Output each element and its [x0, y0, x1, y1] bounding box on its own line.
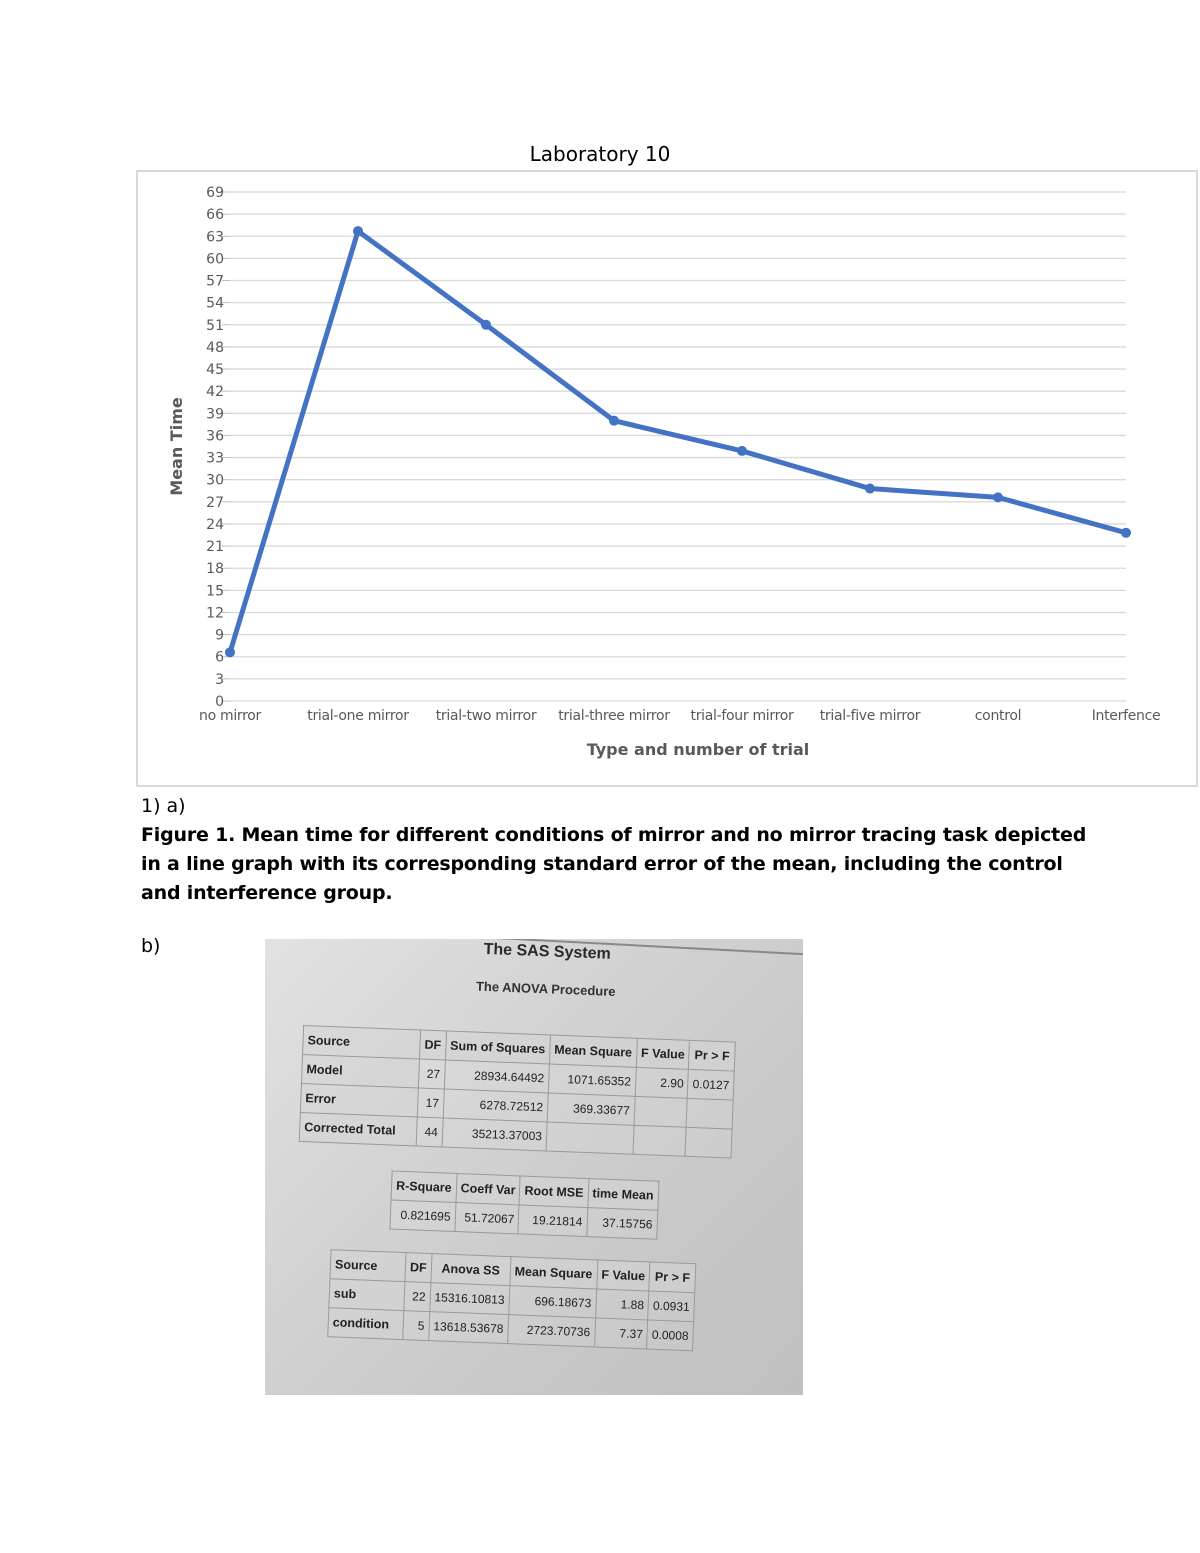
table-cell [686, 1098, 733, 1129]
y-tick-label: 51 [206, 317, 224, 334]
anova-table [299, 1025, 736, 1159]
table-header: F Value [636, 1038, 690, 1069]
x-tick-label: trial-four mirror [690, 708, 794, 724]
y-tick-label: 33 [206, 450, 224, 467]
y-tick-label: 48 [206, 339, 224, 356]
table-cell: 6278.72512 [443, 1089, 548, 1122]
document-title: Laboratory 10 [529, 142, 671, 166]
table-header: Mean Square [549, 1035, 637, 1067]
sas-title: The SAS System [483, 940, 612, 963]
table-header: Pr > F [689, 1040, 736, 1071]
line-chart [136, 170, 1198, 787]
y-tick-label: 60 [206, 251, 224, 268]
y-tick-label: 15 [206, 583, 224, 600]
table-header: Source [303, 1026, 421, 1059]
figure-caption: Figure 1. Mean time for different conditions of mirror and no mirror tracing task depicted in a line graph with its corresponding standard error of the mean, including the control and interference group. [141, 824, 1087, 904]
table-cell [685, 1127, 732, 1158]
sas-output-photo [265, 939, 803, 1395]
table-cell: 22 [404, 1282, 431, 1312]
table-cell: 13618.53678 [428, 1312, 508, 1344]
y-tick-label: 36 [206, 428, 224, 445]
x-axis-title: Type and number of trial [586, 740, 810, 759]
y-tick-label: 0 [215, 694, 224, 710]
y-tick-label: 54 [206, 295, 224, 312]
table-cell: Model [301, 1055, 419, 1088]
y-tick-label: 45 [206, 362, 224, 379]
sas-procedure: The ANOVA Procedure [475, 978, 616, 999]
data-point [353, 226, 363, 236]
data-point [1121, 528, 1131, 538]
table-cell: 1.88 [595, 1289, 649, 1320]
table-cell: 51.72067 [454, 1202, 519, 1233]
y-tick-label: 57 [206, 273, 224, 290]
y-tick-label: 18 [206, 561, 224, 578]
table-cell [633, 1125, 687, 1156]
y-tick-label: 39 [206, 406, 224, 423]
y-tick-label: 69 [206, 185, 224, 201]
table-cell: 15316.10813 [429, 1283, 509, 1315]
table-header: Mean Square [510, 1257, 598, 1289]
table-cell: 696.18673 [508, 1286, 596, 1318]
y-tick-label: 63 [206, 229, 224, 246]
x-tick-label: control [974, 708, 1022, 724]
y-tick-label: 3 [215, 671, 224, 688]
table-cell: 5 [403, 1311, 430, 1341]
x-tick-label: no mirror [199, 708, 261, 724]
fit-statistics-table [389, 1171, 659, 1240]
y-tick-label: 42 [206, 384, 224, 401]
table-cell: 17 [417, 1088, 444, 1118]
question-label: 1) a) [141, 795, 186, 817]
table-cell: 0.0127 [688, 1069, 735, 1100]
x-tick-label: Interfence [1091, 708, 1161, 724]
table-cell: 35213.37003 [442, 1118, 547, 1151]
table-cell: condition [328, 1308, 404, 1340]
x-tick-label: trial-two mirror [435, 708, 537, 724]
table-header: R-Square [391, 1171, 457, 1202]
table-cell: 2723.70736 [507, 1315, 595, 1347]
y-tick-label: 24 [206, 516, 224, 533]
table-header: DF [419, 1030, 446, 1060]
table-cell: 0.0008 [647, 1320, 694, 1351]
table-header: Anova SS [431, 1254, 511, 1286]
data-point [993, 492, 1003, 502]
table-header: time Mean [587, 1179, 658, 1211]
table-header: F Value [596, 1260, 650, 1291]
effects-table [327, 1249, 696, 1351]
table-cell: 37.15756 [586, 1208, 657, 1240]
series-line [230, 231, 1126, 652]
table-header: Source [330, 1250, 406, 1282]
chart-canvas [138, 172, 1198, 787]
y-tick-label: 21 [206, 539, 224, 556]
table-cell: 369.33677 [547, 1093, 635, 1125]
part-b-label: b) [141, 935, 161, 957]
table-cell: sub [329, 1279, 405, 1311]
table-cell [634, 1096, 688, 1127]
table-cell: 2.90 [635, 1067, 689, 1098]
table-cell: Corrected Total [299, 1112, 417, 1145]
table-cell: 27 [418, 1059, 445, 1089]
table-header: Root MSE [519, 1176, 588, 1208]
table-header: Sum of Squares [445, 1031, 550, 1064]
figure-caption-block [141, 792, 1101, 908]
y-tick-label: 6 [215, 649, 224, 666]
x-tick-label: trial-one mirror [307, 708, 409, 724]
data-point [737, 446, 747, 456]
sas-output-content [265, 939, 803, 1395]
y-tick-label: 9 [215, 627, 224, 644]
table-cell: 7.37 [594, 1318, 648, 1349]
table-cell: Error [300, 1083, 418, 1116]
table-header: Coeff Var [456, 1174, 521, 1205]
table-cell: 0.0931 [648, 1291, 695, 1322]
table-cell: 19.21814 [518, 1205, 587, 1237]
table-cell [546, 1122, 634, 1154]
table-header: Pr > F [649, 1262, 696, 1293]
y-tick-label: 30 [206, 472, 224, 489]
y-tick-label: 27 [206, 494, 224, 511]
x-tick-label: trial-three mirror [558, 708, 670, 724]
y-tick-label: 66 [206, 207, 224, 224]
y-tick-label: 12 [206, 605, 224, 622]
table-cell: 44 [416, 1117, 443, 1147]
data-point [225, 647, 235, 657]
table-cell: 28934.64492 [444, 1060, 549, 1093]
data-point [865, 484, 875, 494]
y-axis-title: Mean Time [167, 397, 186, 496]
data-point [609, 416, 619, 426]
table-header: DF [405, 1253, 432, 1283]
data-point [481, 320, 491, 330]
table-cell: 0.821695 [390, 1200, 456, 1231]
x-tick-label: trial-five mirror [819, 708, 921, 724]
table-cell: 1071.65352 [548, 1064, 636, 1096]
